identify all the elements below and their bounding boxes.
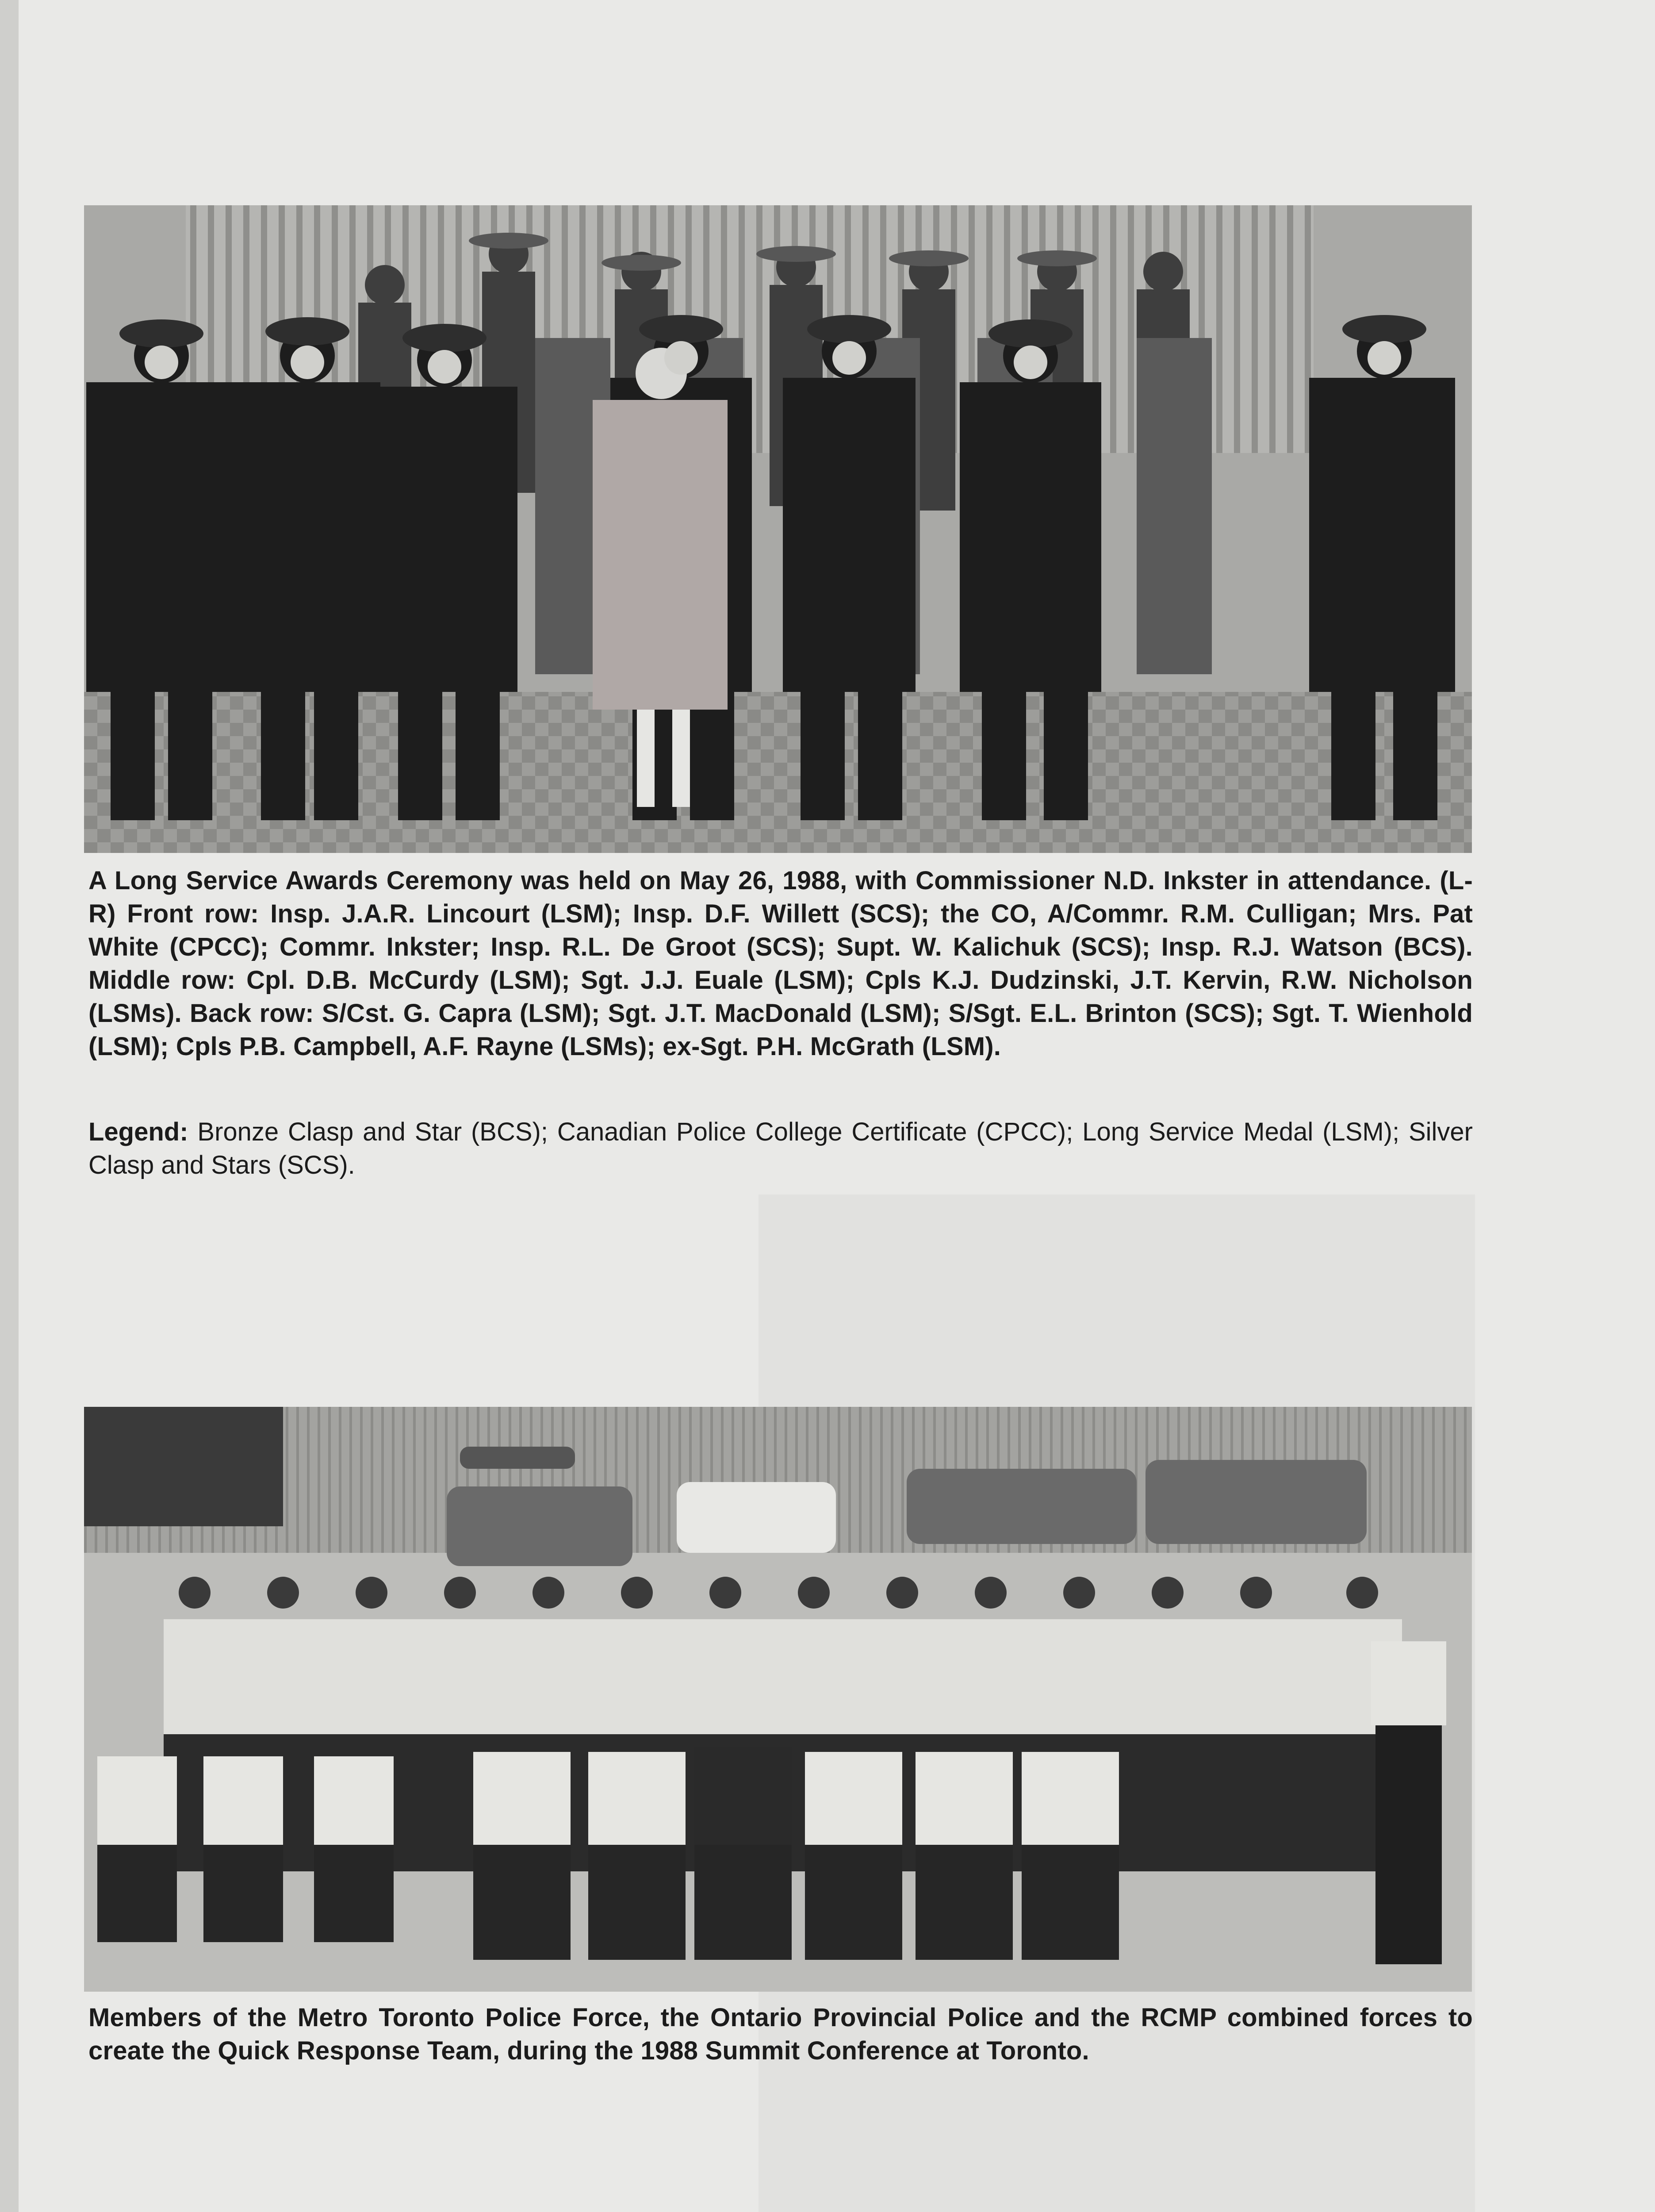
legend-text: Bronze Clasp and Star (BCS); Canadian Police College Certificate (CPCC); Long Service Medal (LSM); Silver Clasp and Stars (SCS). [88,1118,1473,1179]
awards-photo-caption: A Long Service Awards Ceremony was held on May 26, 1988, with Commissioner N.D. Inkster in attendance. (L-R) Front row: Insp. J.A.R. Lincourt (LSM); Insp. D.F. Willett (SCS); the CO, A/Commr. R.M. Culligan; Mrs. Pat White (CPCC); Commr. Inkster; Insp. R.L. De Groot (SCS); Supt. W. Kalichuk (SCS); Insp. R.J. Watson (BCS). Middle row: Cpl. D.B. McCurdy (LSM); Sgt. J.J. Euale (LSM); Cpls K.J. Dudzinski, J.T. Kervin, R.W. Nicholson (LSMs). Back row: S/Cst. G. Capra (LSM); Sgt. J.T. MacDonald (LSM); S/Sgt. E.L. Brinton (SCS); Sgt. T. Wienhold (LSM); Cpls P.B. Campbell, A.F. Rayne (LSMs); ex-Sgt. P.H. McGrath (LSM). [88,866,1473,1061]
team-photo-caption: Members of the Metro Toronto Police Force, the Ontario Provincial Police and the RCMP combined forces to create the Quick Response Team, during the 1988 Summit Conference at Toronto. [88,2003,1473,2065]
quick-response-team-photo [84,1407,1472,1992]
awards-group-photo [84,205,1472,853]
team-photo-illustration [84,1407,1472,1992]
awards-photo-illustration [84,205,1472,853]
awards-legend [88,1115,1473,1182]
legend-label: Legend: [88,1118,188,1146]
page-binding-edge [0,0,19,2212]
